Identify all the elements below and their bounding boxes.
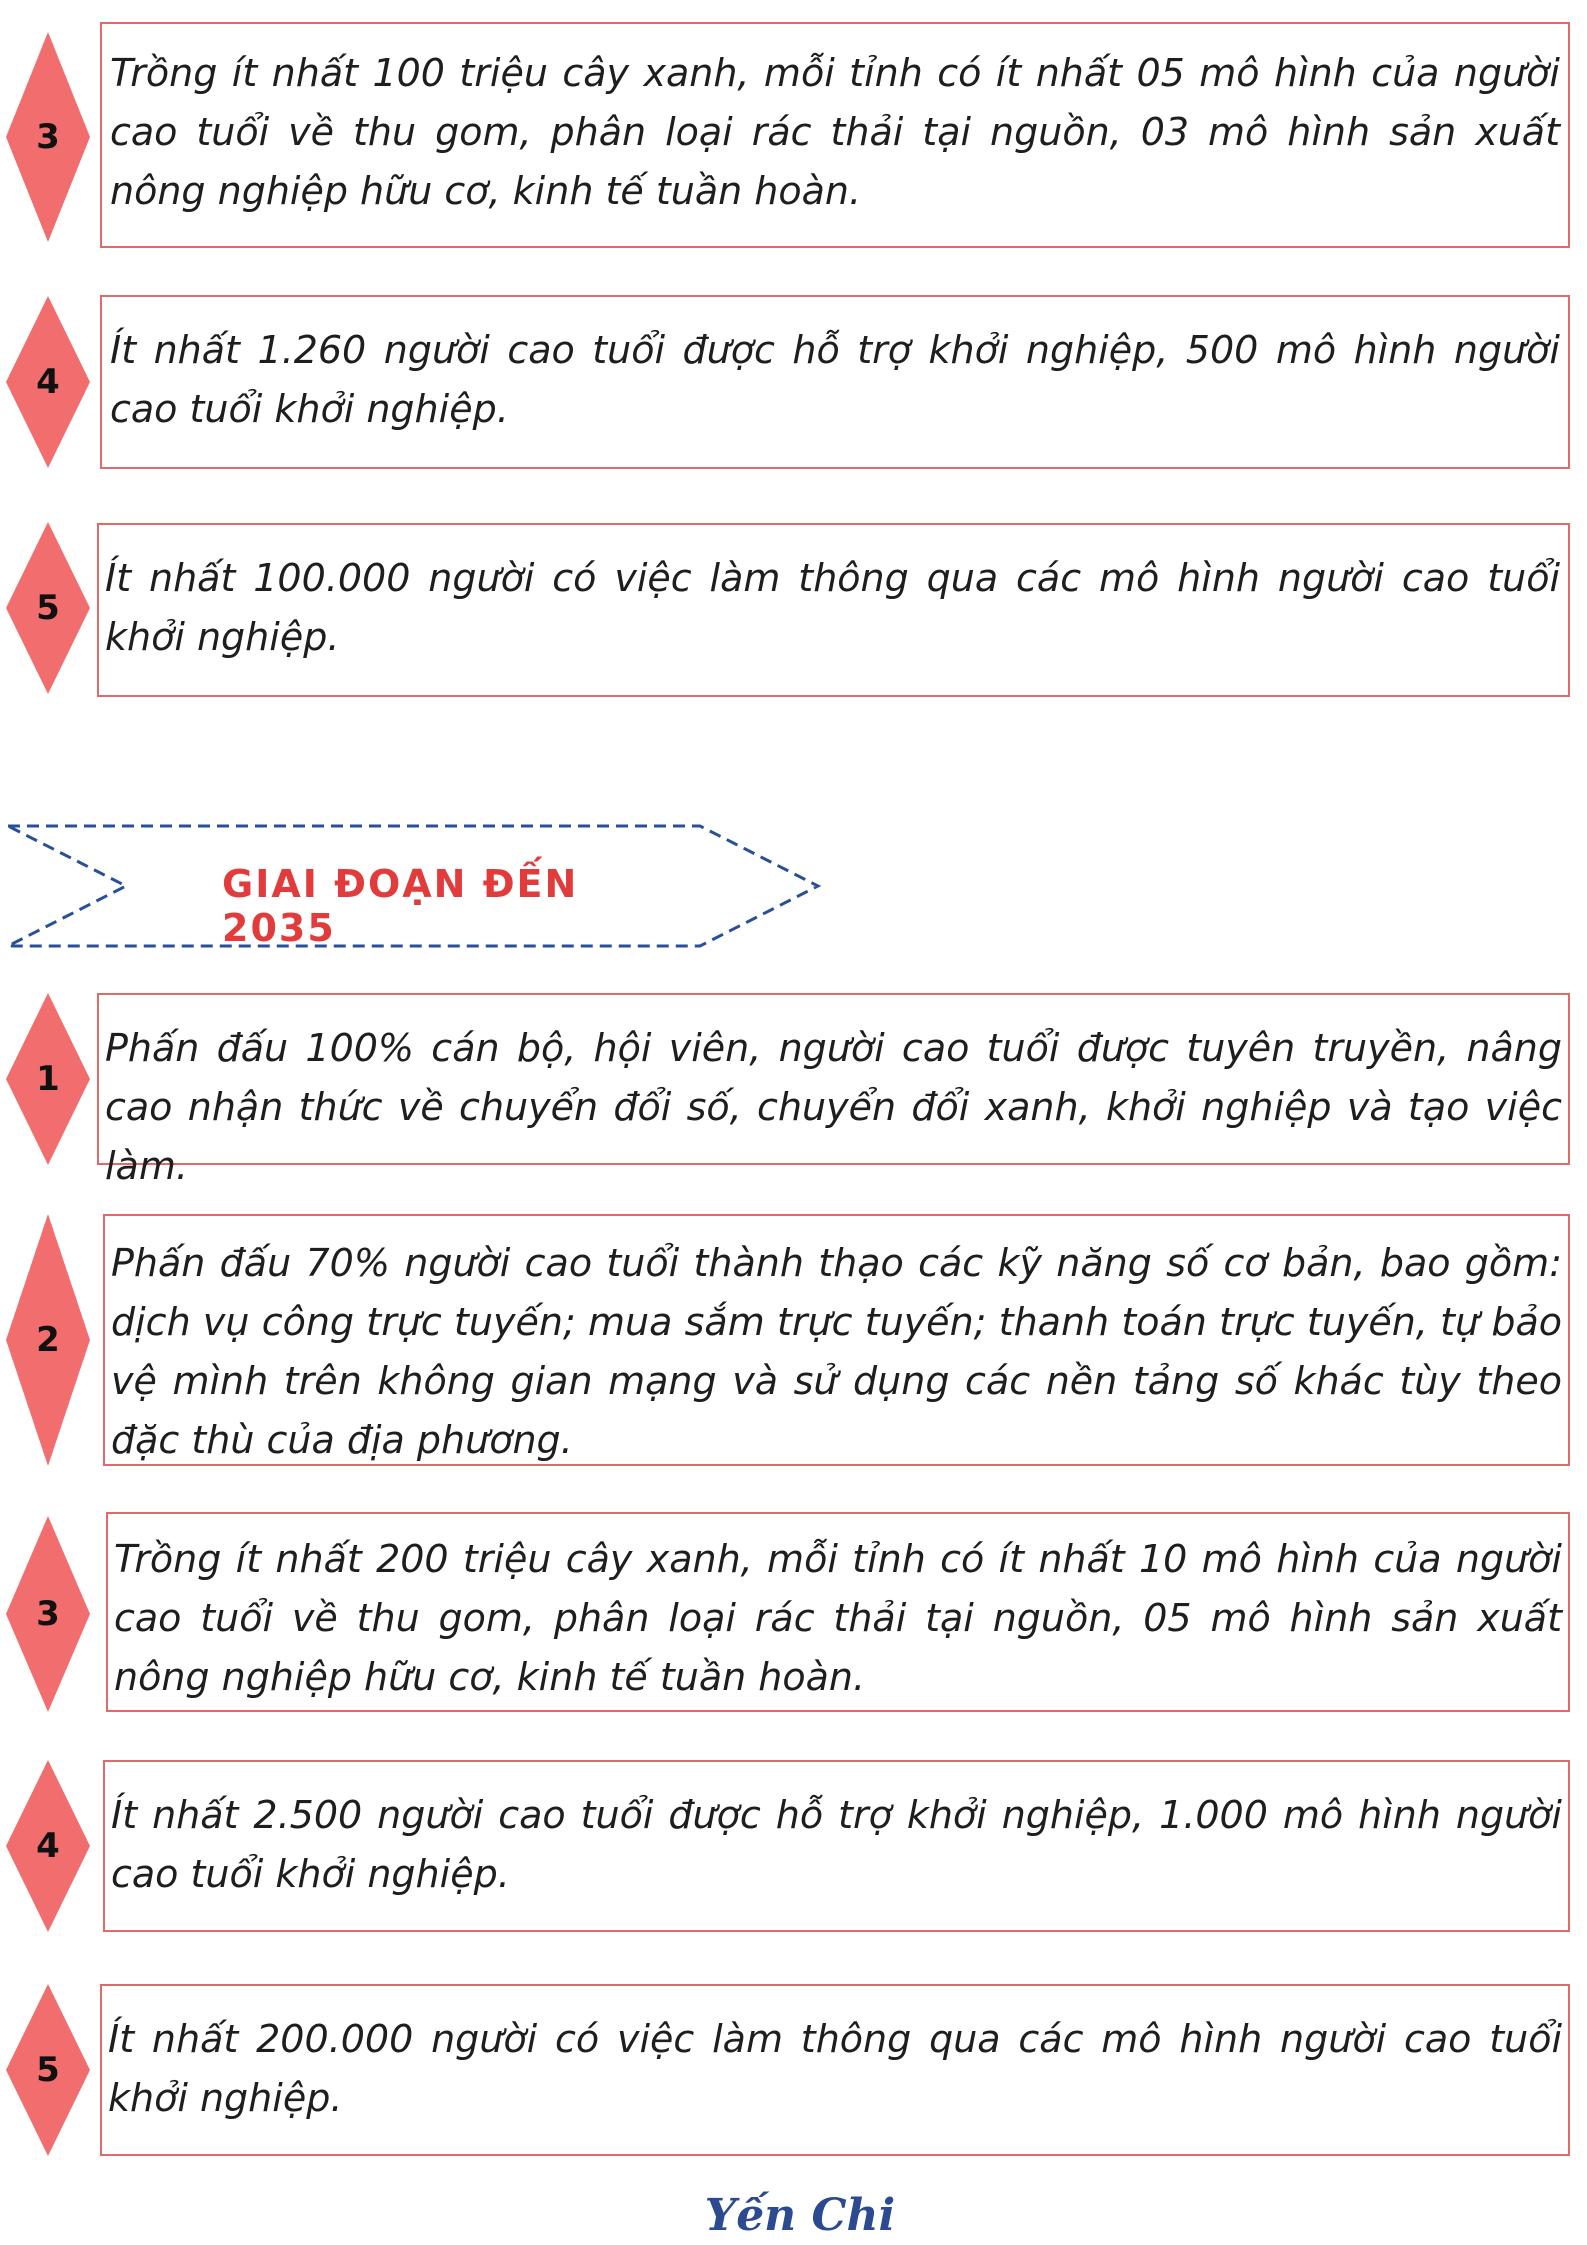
goal-text: Ít nhất 2.500 người cao tuổi được hỗ trợ khởi nghiệp, 1.000 mô hình người cao tuổi khởi nghiệp. [111, 1793, 1562, 1896]
diamond-marker [6, 1984, 90, 2156]
goal-box [100, 1984, 1570, 2156]
item-number: 3 [36, 1594, 60, 1634]
goal-text: Ít nhất 200.000 người có việc làm thông qua các mô hình người cao tuổi khởi nghiệp. [108, 2017, 1562, 2120]
diamond-marker [6, 1760, 90, 1932]
item-number: 1 [36, 1059, 60, 1099]
item-number: 2 [36, 1320, 60, 1360]
goal-text: Ít nhất 100.000 người có việc làm thông qua các mô hình người cao tuổi khởi nghiệp. [105, 556, 1560, 659]
item-number: 4 [36, 1826, 60, 1866]
section-title: GIAI ĐOẠN ĐẾN 2035 [222, 862, 579, 950]
goal-text: Ít nhất 1.260 người cao tuổi được hỗ trợ khởi nghiệp, 500 mô hình người cao tuổi khởi nghiệp. [110, 328, 1560, 431]
goal-box [97, 993, 1570, 1188]
item-number: 4 [36, 362, 60, 402]
diamond-marker [6, 296, 90, 468]
diamond-marker [6, 1516, 90, 1712]
item-number: 5 [36, 588, 60, 628]
item-number: 5 [36, 2050, 60, 2090]
goal-box [97, 523, 1570, 697]
item-number: 3 [36, 117, 60, 157]
goal-box [100, 22, 1570, 248]
diamond-marker [6, 32, 90, 242]
goal-text: Trồng ít nhất 200 triệu cây xanh, mỗi tỉnh có ít nhất 10 mô hình của người cao tuổi về thu gom, phân loại rác thải tại nguồn, 05 mô hình sản xuất nông nghiệp hữu cơ, kinh tế tuần hoàn. [114, 1537, 1562, 1699]
diamond-marker [6, 993, 90, 1165]
goal-box [100, 295, 1570, 469]
author-signature: Yến Chi [704, 2190, 896, 2241]
diamond-marker [6, 1214, 90, 1466]
goal-text: Phấn đấu 70% người cao tuổi thành thạo các kỹ năng số cơ bản, bao gồm: dịch vụ công trực tuyến; mua sắm trực tuyến; thanh toán trực tuyến, tự bảo vệ mình trên không gian mạng và sử dụng các nền tảng số khác tùy theo đặc thù của địa phương. [111, 1241, 1562, 1462]
goal-text: Trồng ít nhất 100 triệu cây xanh, mỗi tỉnh có ít nhất 05 mô hình của người cao tuổi về thu gom, phân loại rác thải tại nguồn, 03 mô hình sản xuất nông nghiệp hữu cơ, kinh tế tuần hoàn. [110, 51, 1560, 213]
goal-box [103, 1214, 1570, 1466]
diamond-marker [6, 522, 90, 694]
goal-text: Phấn đấu 100% cán bộ, hội viên, người cao tuổi được tuyên truyền, nâng cao nhận thức về chuyển đổi số, chuyển đổi xanh, khởi nghiệp và tạo việc làm. [105, 1026, 1562, 1188]
goal-box [103, 1760, 1570, 1932]
goal-box [106, 1512, 1570, 1712]
